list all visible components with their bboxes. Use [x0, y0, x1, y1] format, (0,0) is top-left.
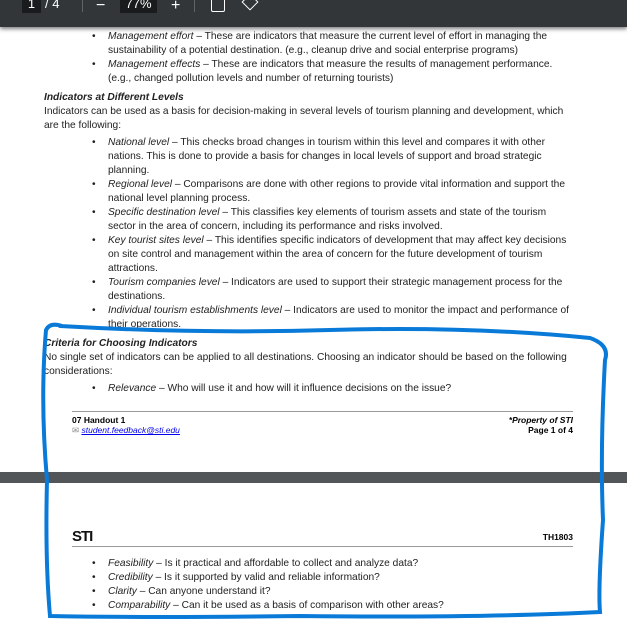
list-item: • Individual tourism establishments level – Indicators are used to monitor the impact and performance of their operations.: [108, 304, 573, 332]
page-number-input[interactable]: 1: [22, 0, 41, 13]
page-footer: [72, 411, 573, 436]
list-item: • Management effort – These are indicators that measure the current level of effort in managing the sustainability of a potential destination. (e.g., cleanup drive and social enterprise programs): [108, 30, 573, 58]
criteria-list: [44, 382, 573, 396]
list-item: • Relevance – Who will use it and how will it influence decisions on the issue?: [108, 382, 573, 396]
page-total: / 4: [45, 0, 60, 11]
page-1-content: [44, 30, 573, 396]
mail-icon: ✉: [72, 425, 82, 435]
list-item: • Regional level – Comparisons are done with other regions to provide vital information and support the national level planning process.: [108, 178, 573, 206]
paragraph: No single set of indicators can be applied to all destinations. Choosing an indicator should be based on the following considerations:: [44, 352, 567, 377]
pdf-page-2: [0, 483, 627, 622]
section-heading: Indicators at Different Levels: [44, 92, 184, 103]
fit-page-icon[interactable]: [211, 0, 225, 12]
list-item: • Feasibility – Is it practical and affordable to collect and analyze data?: [108, 557, 573, 571]
list-item: • Credibility – Is it supported by valid and reliable information?: [108, 571, 573, 585]
divider: [82, 0, 83, 12]
property-label: *Property of STI: [508, 415, 573, 425]
list-item: • Specific destination level – This classifies key elements of tourism assets and state of the tourism sector in the area of concern, including its performance and risks involved.: [108, 206, 573, 234]
list-item: • Management effects – These are indicators that measure the results of management performance. (e.g., changed pollution levels and number of returning tourists): [108, 58, 573, 86]
zoom-out-button[interactable]: −: [96, 0, 106, 14]
list-item: • Clarity – Can anyone understand it?: [108, 585, 573, 599]
zoom-in-button[interactable]: +: [171, 0, 181, 14]
handout-label: 07 Handout 1: [72, 415, 126, 425]
management-list: [44, 30, 573, 86]
sti-logo: STI: [72, 528, 93, 545]
zoom-level-input[interactable]: 77%: [120, 0, 157, 13]
page-count: Page 1 of 4: [528, 425, 573, 435]
email-link[interactable]: student.feedback@sti.edu: [81, 425, 180, 435]
list-item: • Key tourist sites level – This identifies specific indicators of development that may affect key decisions on site control and management within the area of concern for the future development of tourism attractions.: [108, 234, 573, 276]
pdf-toolbar: [0, 0, 627, 27]
list-item: • National level – This checks broad changes in tourism within this level and compares it with other nations. This is done to provide a basis for changes in local levels of support and broad strategic planning.: [108, 136, 573, 178]
levels-list: [44, 136, 573, 332]
list-item: • Tourism companies level – Indicators are used to support their strategic management process for the destinations.: [108, 276, 573, 304]
list-item: • Comparability – Can it be used as a basis of comparison with other areas?: [108, 599, 573, 613]
course-code: TH1803: [542, 532, 573, 542]
page-header: [72, 528, 573, 547]
criteria-list: [44, 557, 573, 613]
divider: [194, 0, 195, 12]
section-heading: Criteria for Choosing Indicators: [44, 338, 198, 349]
page-2-content: [44, 557, 573, 613]
paragraph: Indicators can be used as a basis for decision-making in several levels of tourism planning and development, which are the following:: [44, 106, 564, 131]
rotate-icon[interactable]: [242, 0, 259, 10]
